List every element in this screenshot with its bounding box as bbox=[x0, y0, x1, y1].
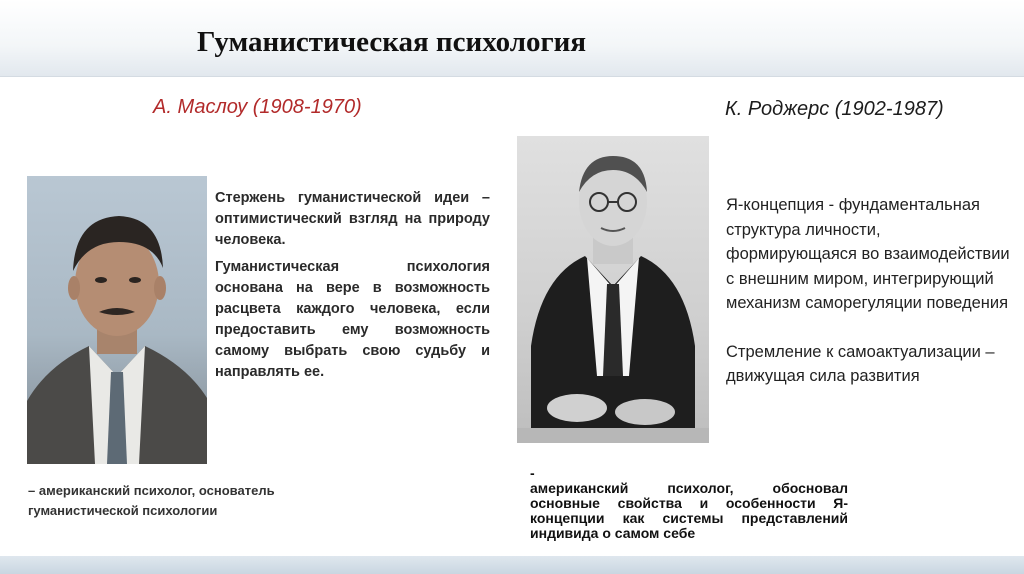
maslow-paragraph-2: Гуманистическая психология основана на вере в возможность расцвета каждого человека, если предоставить ему возможность самому выбрать свою судьбу и направлять ее. bbox=[215, 259, 490, 380]
slide-title: Гуманистическая психология bbox=[197, 26, 587, 58]
maslow-caption: – американский психолог, основатель гуманистической психологии bbox=[28, 483, 275, 518]
maslow-description bbox=[215, 188, 490, 389]
maslow-portrait bbox=[27, 176, 207, 464]
maslow-paragraph-1: Стержень гуманистической идеи – оптимистический взгляд на природу человека. bbox=[215, 190, 490, 248]
rogers-caption-dash: - bbox=[530, 465, 535, 481]
rogers-description bbox=[726, 193, 1016, 413]
rogers-name: К. Роджерс (1902-1987) bbox=[725, 98, 944, 120]
rogers-portrait bbox=[517, 136, 709, 443]
rogers-caption: американский психолог, обосновал основные свойства и особенности Я-концепции как системы представлений индивида о самом себе bbox=[530, 480, 848, 541]
rogers-paragraph-2: Стремление к самоактуализации – движущая сила развития bbox=[726, 342, 995, 385]
footer-band bbox=[0, 556, 1024, 574]
rogers-caption-block bbox=[530, 466, 848, 541]
rogers-paragraph-1: Я-концепция - фундаментальная структура личности, формирующаяся во взаимодействии с внешним миром, интегрирующий механизм саморегуляции поведения bbox=[726, 196, 1010, 312]
maslow-name: А. Маслоу (1908-1970) bbox=[153, 96, 362, 118]
